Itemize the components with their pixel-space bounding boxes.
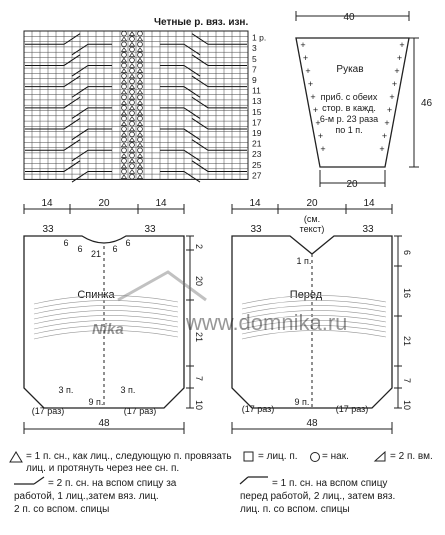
square-icon — [244, 452, 253, 461]
chart-yarnover-mark — [122, 105, 127, 110]
back-h-3: 21 — [194, 332, 204, 343]
sleeve-plus-icon: + — [305, 66, 311, 76]
pattern-hatch-line — [242, 300, 386, 309]
chart-triangle-mark — [122, 80, 127, 84]
sleeve-plus-icon: + — [391, 79, 398, 89]
half-triangle-icon — [375, 452, 385, 461]
pattern-hatch-line — [34, 300, 178, 309]
chart-triangle-mark — [138, 164, 143, 168]
chart-yarnover-mark — [122, 137, 127, 142]
chart-triangle-mark — [122, 58, 127, 62]
sleeve-note-4: по 1 п. — [335, 125, 363, 135]
chart-yarnover-mark — [130, 143, 135, 148]
sleeve-plus-icon: + — [379, 144, 385, 154]
back-pattern — [24, 198, 204, 434]
back-neck-3: 21 — [90, 249, 102, 259]
sleeve-bottom-width: 20 — [346, 179, 358, 190]
chart-row-number: 15 — [252, 106, 262, 117]
chart-triangle-mark — [130, 74, 135, 78]
chart-row-number: 11 — [252, 85, 261, 96]
back-width-center: 20 — [98, 198, 110, 209]
chart-triangle-mark — [138, 143, 143, 147]
chart-yarnover-mark — [122, 31, 127, 36]
front-bottom-right-repeat: (17 раз) — [335, 404, 369, 414]
chart-row-number: 13 — [252, 96, 262, 107]
chart-triangle-mark — [130, 53, 135, 57]
chart-triangle-mark — [130, 32, 135, 36]
chart-triangle-mark — [130, 64, 135, 68]
chart-yarnover-mark — [122, 95, 127, 100]
legend-cable-front-2: перед работой, 2 лиц., затем вяз. — [240, 491, 396, 502]
chart-cable-inner-right — [160, 65, 200, 76]
chart-yarnover-mark — [130, 37, 135, 42]
chart-triangle-mark — [138, 69, 143, 73]
front-width-left: 14 — [249, 198, 261, 209]
chart-yarnover-mark — [130, 79, 135, 84]
pattern-hatch-line — [34, 305, 178, 314]
cable-back-icon — [14, 477, 44, 484]
back-h-1: 2 — [194, 244, 204, 250]
front-bottom-center: 9 п. — [294, 397, 310, 407]
chart-yarnover-mark — [122, 42, 127, 47]
sleeve-plus-icon: + — [315, 118, 321, 128]
chart-triangle-mark — [138, 101, 143, 105]
chart-yarnover-mark — [130, 90, 135, 95]
chart-yarnover-mark — [130, 153, 135, 158]
watermark — [92, 272, 347, 338]
chart-triangle-mark — [130, 170, 135, 174]
sleeve-plus-icon: + — [399, 40, 405, 50]
chart-row-number: 7 — [252, 64, 257, 75]
back-shoulder-left: 33 — [42, 224, 54, 235]
chart-cable-inner-right — [160, 150, 200, 161]
chart-caption: Четные р. вяз. изн. — [154, 17, 249, 28]
chart-yarnover-mark — [122, 52, 127, 57]
chart-triangle-mark — [122, 122, 127, 126]
legend-knit: = лиц. п. — [258, 451, 298, 462]
sleeve-plus-icon: + — [389, 92, 395, 102]
chart-triangle-mark — [138, 37, 143, 41]
chart-triangle-mark — [138, 111, 143, 115]
chart-triangle-mark — [130, 106, 135, 110]
chart-yarnover-mark — [138, 63, 143, 68]
chart-row-number: 25 — [252, 159, 262, 170]
back-width-left: 14 — [41, 198, 53, 209]
legend-cable-front-3: лиц. п. со вспом. спицы — [240, 504, 350, 515]
chart-triangle-mark — [122, 164, 127, 168]
chart-row-numbers — [252, 33, 266, 181]
watermark-logo: Nika — [92, 321, 124, 338]
front-neck-note-1: (см. — [303, 214, 321, 224]
chart-yarnover-mark — [138, 137, 143, 142]
front-shoulder-right: 33 — [362, 224, 374, 235]
chart-yarnover-mark — [130, 164, 135, 169]
pattern-hatch-line — [34, 310, 178, 319]
back-width-right: 14 — [155, 198, 167, 209]
front-h-5: 10 — [402, 400, 412, 411]
chart-yarnover-mark — [122, 116, 127, 121]
front-h-2: 16 — [402, 288, 412, 299]
chart-yarnover-mark — [138, 105, 143, 110]
chart-triangle-mark — [138, 122, 143, 126]
chart-grid — [24, 31, 248, 179]
back-shoulder-right: 33 — [144, 224, 156, 235]
chart-yarnover-mark — [122, 158, 127, 163]
chart-yarnover-mark — [122, 63, 127, 68]
circle-icon — [311, 453, 320, 462]
chart-triangle-mark — [130, 117, 135, 121]
sleeve-top-width: 40 — [343, 12, 355, 23]
sleeve-note-2: стор. в кажд. — [322, 103, 376, 113]
chart-triangle-mark — [138, 80, 143, 84]
chart-yarnover-mark — [138, 84, 143, 89]
chart-yarnover-mark — [130, 58, 135, 63]
front-center-label: 1 п. — [296, 256, 312, 266]
chart-yarnover-mark — [130, 47, 135, 52]
chart-triangle-mark — [138, 90, 143, 94]
chart-triangle-mark — [138, 133, 143, 137]
chart-row-number: 9 — [252, 75, 257, 85]
legend-k2tog: = 2 п. вм. — [390, 451, 433, 462]
back-h-5: 10 — [194, 400, 204, 411]
chart-yarnover-column — [122, 31, 143, 179]
chart-triangle-mark — [122, 48, 127, 52]
front-shoulder-left: 33 — [250, 224, 262, 235]
chart-triangle-mark — [130, 85, 135, 89]
chart-triangle-mark — [122, 143, 127, 147]
legend-cable-front-1: = 1 п. сн. на вспом спицу — [272, 478, 388, 489]
chart-cable-inner-right — [160, 108, 200, 119]
chart-row-number: 19 — [252, 128, 262, 138]
chart-row-number: 1 р. — [252, 32, 267, 43]
sleeve-plus-icon: + — [381, 131, 388, 141]
chart-triangle-mark — [130, 148, 135, 152]
sleeve-plus-icon: + — [310, 92, 316, 102]
chart-cable-inner-left — [72, 129, 112, 140]
chart-cable-inner-left — [72, 108, 112, 119]
back-neck-4: 6 — [112, 244, 118, 254]
back-bottom-right-repeat: (17 раз) — [123, 406, 157, 416]
legend-slip-cross: = 1 п. сн., как лиц., следующую п. провязать лиц. и протянуть через нее сн. п. — [26, 451, 232, 474]
chart-cable-inner-right — [160, 44, 200, 55]
chart-yarnover-mark — [138, 52, 143, 57]
front-neck-note-2: текст) — [299, 224, 325, 234]
chart-triangle-mark — [130, 159, 135, 163]
sleeve-plus-icon: + — [320, 144, 326, 154]
back-bottom-center: 9 п. — [88, 397, 104, 407]
back-bottom-left-repeat: (17 раз) — [31, 406, 65, 416]
back-bottom-width: 48 — [98, 418, 110, 429]
chart-triangle-mark — [138, 175, 143, 179]
chart-cable-inner-left — [72, 65, 112, 76]
sleeve-plus-icon: + — [384, 118, 390, 128]
sleeve-height: 46 — [421, 98, 433, 109]
back-h-4: 7 — [194, 376, 204, 382]
chart-triangle-mark — [122, 175, 127, 179]
chart-row-number: 23 — [252, 149, 262, 160]
cable-front-icon — [240, 477, 268, 484]
back-neck-1: 6 — [63, 238, 69, 248]
chart-triangle-mark — [130, 95, 135, 99]
chart-yarnover-mark — [122, 169, 127, 174]
front-title: Перед — [289, 289, 323, 301]
legend-cable-back-1: = 2 п. сн. на вспом спицу за — [48, 478, 177, 489]
chart-triangle-mark — [130, 127, 135, 131]
back-neck-5: 6 — [125, 238, 131, 248]
chart-triangle-mark — [138, 154, 143, 158]
chart-cable-inner-right — [160, 129, 200, 140]
back-neck-2: 6 — [77, 244, 83, 254]
back-title: Спинка — [77, 289, 115, 301]
chart-row-number: 5 — [252, 53, 257, 64]
chart-cable-inner-left — [72, 87, 112, 98]
chart-yarnover-mark — [130, 132, 135, 137]
chart-yarnover-mark — [138, 127, 143, 132]
chart-yarnover-mark — [138, 42, 143, 47]
legend-cable-back-2: работой, 1 лиц.,затем вяз. лиц. — [14, 491, 159, 502]
front-bottom-width: 48 — [306, 418, 318, 429]
sleeve-note-1: приб. с обеих — [320, 92, 378, 102]
chart-cable-inner-left — [72, 44, 112, 55]
chart-cable-inner-right — [160, 87, 200, 98]
sleeve-plus-icon: + — [394, 66, 400, 76]
legend-yarn-over: = нак. — [322, 451, 349, 462]
sleeve-plus-icon: + — [317, 131, 324, 141]
chart-triangle-mark — [122, 111, 127, 115]
chart-cable-inner-left — [72, 171, 112, 182]
front-bottom-left-repeat: (17 раз) — [241, 404, 275, 414]
front-h-1: 6 — [402, 250, 412, 256]
chart-yarnover-mark — [130, 68, 135, 73]
chart-yarnover-mark — [138, 74, 143, 79]
sleeve-plus-icon: + — [312, 105, 319, 115]
chart-yarnover-mark — [130, 100, 135, 105]
chart-triangle-mark — [130, 138, 135, 142]
watermark-roof-icon — [118, 272, 206, 300]
chart-triangle-mark — [130, 42, 135, 46]
front-h-3: 21 — [402, 336, 412, 347]
chart-triangle-mark — [122, 90, 127, 94]
chart-yarnover-mark — [122, 84, 127, 89]
chart-triangle-mark — [122, 101, 127, 105]
chart-yarnover-mark — [138, 169, 143, 174]
chart-yarnover-mark — [122, 148, 127, 153]
sleeve-plus-icon: + — [300, 40, 306, 50]
chart-triangle-mark — [122, 37, 127, 41]
chart-yarnover-mark — [122, 74, 127, 79]
back-bottom-left-stitches: 3 п. — [58, 385, 74, 395]
chart-yarnover-mark — [138, 95, 143, 100]
sleeve-plus-icon: + — [307, 79, 314, 89]
chart-triangle-mark — [138, 58, 143, 62]
sleeve-plus-icon: + — [386, 105, 393, 115]
legend-cable-back-3: 2 п. со вспом. спицы — [14, 504, 110, 515]
chart-yarnover-mark — [130, 174, 135, 179]
chart-row-number: 3 — [252, 43, 257, 54]
chart-row-number: 27 — [252, 170, 262, 181]
back-h-2: 20 — [194, 276, 204, 287]
front-width-center: 20 — [306, 198, 318, 209]
stitch-chart — [24, 17, 266, 182]
chart-triangle-mark — [122, 133, 127, 137]
chart-yarnover-mark — [130, 111, 135, 116]
sleeve-plus-icon: + — [396, 53, 403, 63]
chart-row-number: 17 — [252, 117, 262, 128]
chart-triangle-mark — [122, 154, 127, 158]
chart-yarnover-mark — [130, 121, 135, 126]
chart-triangle-mark — [122, 69, 127, 73]
chart-yarnover-mark — [138, 31, 143, 36]
sleeve-note-3: 6-м р. 23 раза — [319, 114, 379, 124]
chart-triangle-mark — [138, 48, 143, 52]
front-h-4: 7 — [402, 378, 412, 384]
triangle-icon — [10, 452, 22, 462]
sleeve-title: Рукав — [336, 64, 364, 75]
chart-row-number: 21 — [252, 138, 262, 149]
chart-yarnover-mark — [138, 116, 143, 121]
chart-yarnover-mark — [138, 158, 143, 163]
watermark-url: www.domnika.ru — [186, 310, 348, 335]
front-width-right: 14 — [363, 198, 375, 209]
chart-yarnover-mark — [138, 148, 143, 153]
sleeve-pattern — [296, 11, 433, 190]
chart-cable-inner-left — [72, 150, 112, 161]
chart-yarnover-mark — [122, 127, 127, 132]
chart-cable-inner-right — [160, 171, 200, 182]
back-bottom-right-stitches: 3 п. — [120, 385, 136, 395]
sleeve-plus-icon: + — [302, 53, 309, 63]
